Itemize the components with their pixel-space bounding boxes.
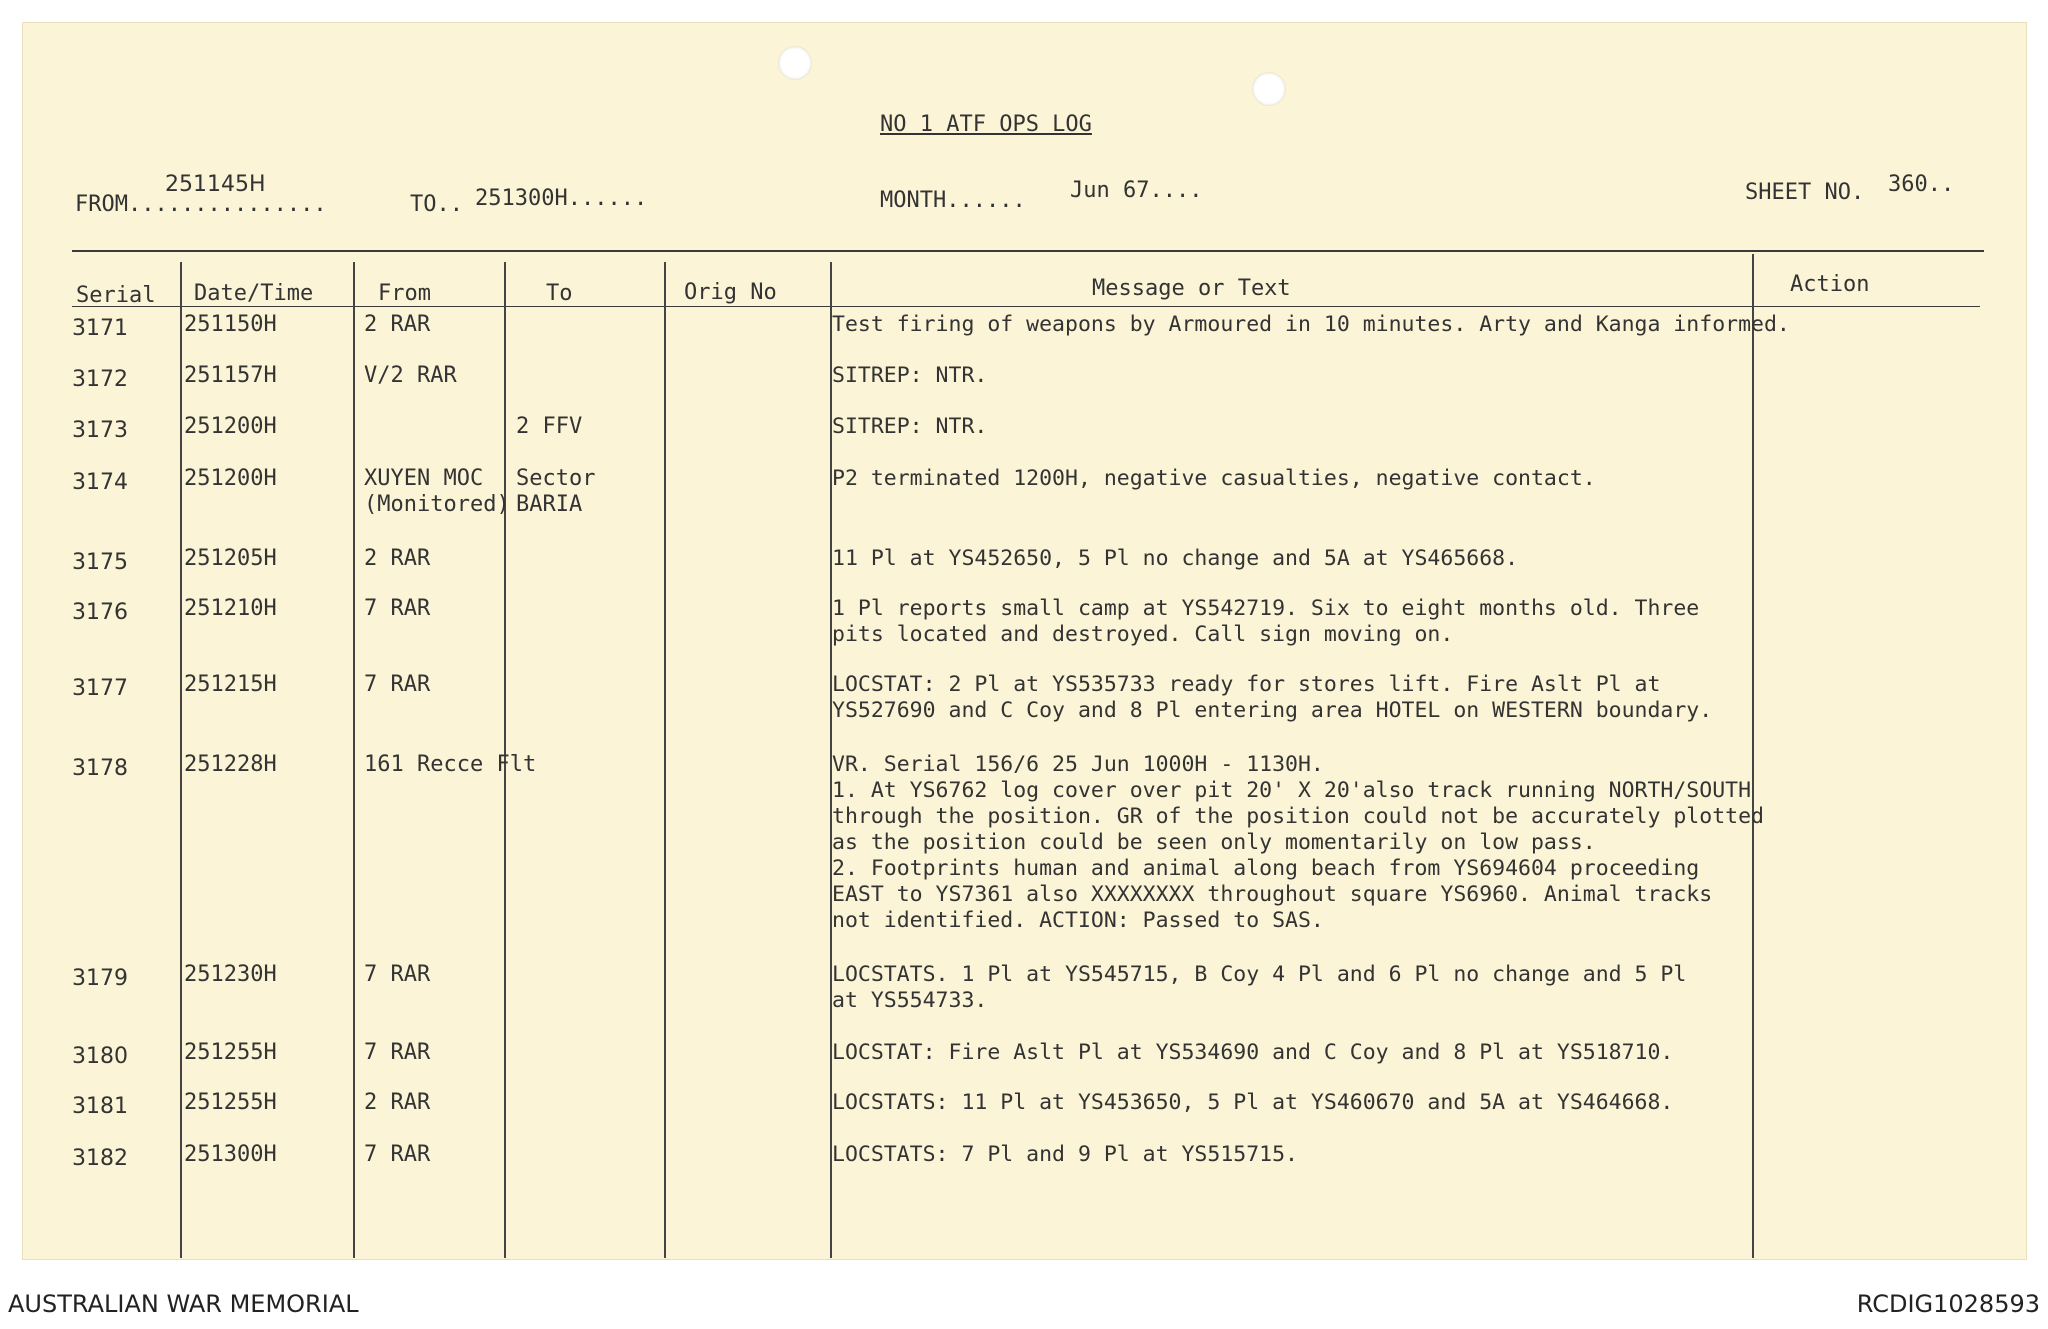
row-serial: 3178	[72, 756, 128, 781]
column-header-datetime: Date/Time	[194, 281, 314, 306]
to-label: TO..	[410, 192, 463, 217]
row-serial: 3179	[72, 966, 128, 991]
row-serial: 3182	[72, 1146, 128, 1171]
row-message: EAST to YS7361 also XXXXXXXX throughout square YS6960. Animal tracks	[832, 882, 1713, 907]
col-divider	[180, 262, 182, 1258]
row-message: Test firing of weapons by Armoured in 10 minutes. Arty and Kanga informed.	[832, 312, 1790, 337]
row-from: 7 RAR	[364, 1040, 431, 1065]
row-to: 2 FFV	[516, 414, 583, 439]
row-to: BARIA	[516, 492, 583, 517]
row-message: 1. At YS6762 log cover over pit 20' X 20'also track running NORTH/SOUTH	[832, 778, 1752, 803]
row-from: XUYEN MOC	[364, 466, 484, 491]
column-header-orig-no: Orig No	[684, 280, 777, 305]
row-message: through the position. GR of the position could not be accurately plotted	[832, 804, 1764, 829]
sheet-label: SHEET NO.	[1745, 180, 1865, 205]
row-from: 161 Recce Flt	[364, 752, 537, 777]
row-serial: 3172	[72, 367, 128, 392]
row-datetime: 251300H	[184, 1142, 277, 1167]
to-value: 251300H......	[475, 186, 648, 211]
row-from: 2 RAR	[364, 1090, 431, 1115]
row-from: 7 RAR	[364, 962, 431, 987]
row-serial: 3177	[72, 676, 128, 701]
row-message: LOCSTAT: 2 Pl at YS535733 ready for stores lift. Fire Aslt Pl at	[832, 672, 1661, 697]
row-datetime: 251200H	[184, 466, 277, 491]
row-from: (Monitored)	[364, 492, 510, 517]
column-header-to: To	[546, 281, 573, 306]
punch-hole	[778, 46, 812, 80]
row-message: 2. Footprints human and animal along beach from YS694604 proceeding	[832, 856, 1700, 881]
row-message: not identified. ACTION: Passed to SAS.	[832, 908, 1324, 933]
row-from: V/2 RAR	[364, 363, 457, 388]
row-from: 7 RAR	[364, 672, 431, 697]
from-value: 251145H	[165, 172, 266, 197]
row-datetime: 251200H	[184, 414, 277, 439]
row-serial: 3180	[72, 1044, 128, 1069]
punch-hole	[1252, 72, 1286, 106]
row-message: P2 terminated 1200H, negative casualties, negative contact.	[832, 466, 1596, 491]
from-label: FROM...............	[75, 192, 327, 217]
column-header-serial: Serial	[76, 283, 156, 308]
row-serial: 3176	[72, 600, 128, 625]
table-top-rule	[72, 250, 1984, 252]
row-datetime: 251230H	[184, 962, 277, 987]
row-serial: 3173	[72, 418, 128, 443]
row-datetime: 251255H	[184, 1040, 277, 1065]
row-message: as the position could be seen only momentarily on low pass.	[832, 830, 1596, 855]
row-serial: 3175	[72, 550, 128, 575]
row-datetime: 251210H	[184, 596, 277, 621]
row-to: Sector	[516, 466, 596, 491]
row-datetime: 251150H	[184, 312, 277, 337]
row-message: LOCSTAT: Fire Aslt Pl at YS534690 and C Coy and 8 Pl at YS518710.	[832, 1040, 1674, 1065]
row-message: at YS554733.	[832, 988, 988, 1013]
row-datetime: 251215H	[184, 672, 277, 697]
sheet-value: 360..	[1888, 172, 1955, 197]
row-message: 11 Pl at YS452650, 5 Pl no change and 5A at YS465668.	[832, 546, 1519, 571]
row-datetime: 251255H	[184, 1090, 277, 1115]
row-message: LOCSTATS: 11 Pl at YS453650, 5 Pl at YS460670 and 5A at YS464668.	[832, 1090, 1674, 1115]
row-serial: 3174	[72, 470, 128, 495]
row-message: 1 Pl reports small camp at YS542719. Six to eight months old. Three	[832, 596, 1700, 621]
column-header-action: Action	[1790, 272, 1870, 297]
row-serial: 3171	[72, 316, 128, 341]
row-datetime: 251228H	[184, 752, 277, 777]
row-message: LOCSTATS. 1 Pl at YS545715, B Coy 4 Pl and 6 Pl no change and 5 Pl	[832, 962, 1687, 987]
footer	[0, 1260, 2048, 1329]
col-divider	[353, 262, 355, 1258]
log-title: NO 1 ATF OPS LOG	[880, 112, 1092, 137]
row-message: YS527690 and C Coy and 8 Pl entering area HOTEL on WESTERN boundary.	[832, 698, 1713, 723]
col-divider	[1752, 254, 1754, 1258]
row-datetime: 251157H	[184, 363, 277, 388]
column-header-from: From	[378, 281, 431, 306]
row-message: VR. Serial 156/6 25 Jun 1000H - 1130H.	[832, 752, 1324, 777]
month-value: Jun 67....	[1070, 178, 1203, 203]
row-from: 2 RAR	[364, 312, 431, 337]
row-serial: 3181	[72, 1094, 128, 1119]
row-from: 7 RAR	[364, 596, 431, 621]
row-from: 7 RAR	[364, 1142, 431, 1167]
row-datetime: 251205H	[184, 546, 277, 571]
row-message: pits located and destroyed. Call sign moving on.	[832, 622, 1454, 647]
month-label: MONTH......	[880, 188, 1026, 213]
row-message: SITREP: NTR.	[832, 363, 988, 388]
footer-id: RCDIG1028593	[1856, 1290, 2040, 1318]
column-header-message: Message or Text	[1092, 276, 1291, 301]
row-message: LOCSTATS: 7 Pl and 9 Pl at YS515715.	[832, 1142, 1298, 1167]
row-from: 2 RAR	[364, 546, 431, 571]
table-header-rule	[72, 306, 1980, 307]
row-message: SITREP: NTR.	[832, 414, 988, 439]
footer-credit: AUSTRALIAN WAR MEMORIAL	[8, 1290, 359, 1318]
col-divider	[664, 262, 666, 1258]
